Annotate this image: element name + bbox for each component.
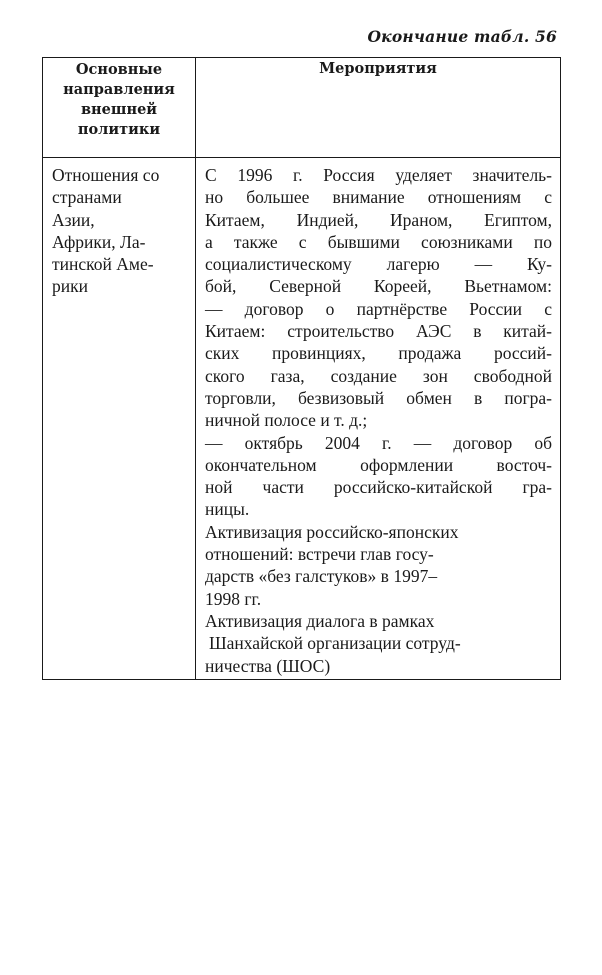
measure-line: Активизация диалога в рамках — [205, 610, 435, 631]
table-header-row — [43, 58, 561, 158]
measures-cell — [196, 158, 561, 680]
measure-line: Китаем, Индией, Ираном, Египтом, — [205, 209, 552, 230]
direction-line: Африки, Ла- — [52, 231, 146, 252]
measure-line: ничества (ШОС) — [205, 655, 331, 676]
direction-line: странами — [52, 187, 122, 208]
foreign-policy-table — [42, 57, 561, 680]
direction-line: тинской Аме- — [52, 254, 154, 275]
header-directions-line: политики — [77, 121, 161, 138]
measure-line: торговли, безвизовый обмен в погра- — [205, 387, 552, 408]
header-directions-line: внешней — [80, 101, 158, 118]
measure-line: бой, Северной Кореей, Вьетнамом: — [205, 276, 552, 297]
direction-line: рики — [52, 276, 88, 297]
measure-line: Китаем: строительство АЭС в китай- — [205, 321, 552, 342]
measure-line: отношений: встречи глав госу- — [205, 544, 434, 565]
direction-line: Азии, — [52, 209, 95, 230]
measure-line: а также с бывшими союзниками по — [205, 231, 552, 252]
measure-line: ских провинциях, продажа россий- — [205, 343, 552, 364]
measure-line: ницы. — [205, 499, 250, 520]
measure-line: Шанхайской организации сотруд- — [209, 633, 461, 654]
table-row — [43, 158, 561, 680]
measure-line: дарств «без галстуков» в 1997– — [205, 566, 438, 587]
measure-line: — договор о партнёрстве России с — [205, 298, 552, 319]
header-measures: Мероприятия — [196, 58, 561, 158]
measure-line: но большее внимание отношениям с — [205, 187, 552, 208]
measure-line: — октябрь 2004 г. — договор об — [205, 432, 552, 453]
measure-line: окончательном оформлении восточ- — [205, 454, 552, 475]
direction-line: Отношения со — [52, 165, 160, 185]
direction-cell — [43, 158, 196, 680]
measure-line: С 1996 г. Россия уделяет значитель- — [205, 165, 552, 185]
measure-line: ной части российско-китайской гра- — [205, 477, 552, 498]
header-directions-line: Основные — [75, 61, 163, 78]
table-continuation-label: Окончание табл. 56 — [367, 27, 557, 46]
measure-line: ничной полосе и т. д.; — [205, 410, 368, 431]
measure-line: 1998 гг. — [205, 588, 262, 609]
header-directions — [43, 58, 196, 158]
header-directions-line: направления — [63, 81, 175, 98]
measure-line: социалистическому лагерю — Ку- — [205, 254, 552, 275]
measure-line: ского газа, создание зон свободной — [205, 365, 552, 386]
measure-line: Активизация российско-японских — [205, 521, 459, 542]
